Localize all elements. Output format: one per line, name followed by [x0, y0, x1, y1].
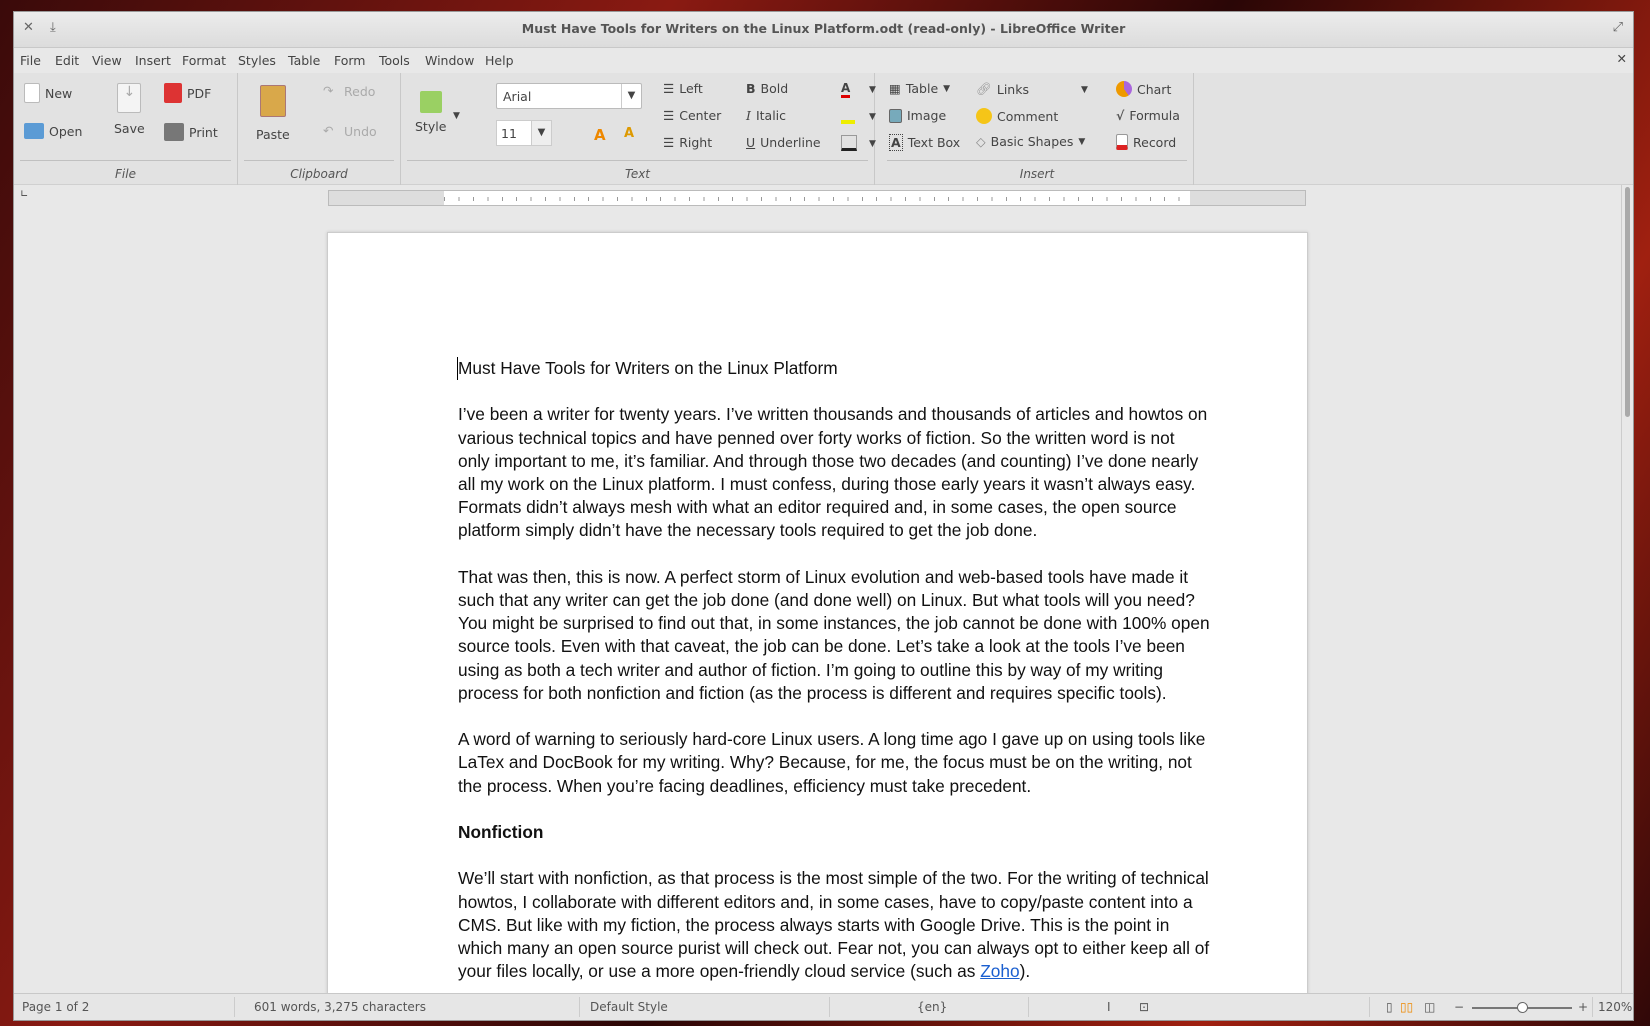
background-color-icon[interactable] [841, 135, 857, 151]
status-bar [14, 993, 1633, 1020]
pdf-icon [164, 83, 182, 103]
menu-edit[interactable]: Edit [55, 53, 80, 68]
redo-button[interactable]: ↷ Redo [323, 83, 376, 99]
tab-stop-icon[interactable]: ∟ [20, 189, 29, 200]
insert-textbox-button[interactable]: A Text Box [891, 135, 961, 150]
paste-button[interactable]: Paste [256, 85, 290, 142]
record-changes-button[interactable]: Record [1116, 134, 1176, 150]
menu-help[interactable]: Help [485, 53, 514, 68]
menu-form[interactable]: Form [334, 53, 366, 68]
menu-view[interactable]: View [92, 53, 122, 68]
zoom-slider-thumb[interactable] [1517, 1002, 1528, 1013]
background-dropdown-icon[interactable]: ▼ [869, 139, 876, 149]
new-document-icon [24, 83, 40, 103]
highlight-dropdown-icon[interactable]: ▼ [869, 112, 876, 122]
menu-window[interactable]: Window [425, 53, 475, 68]
grow-font-icon[interactable]: A [594, 126, 606, 144]
heading-nonfiction: Nonfiction [458, 822, 544, 842]
divider [887, 160, 1187, 161]
multi-page-view-icon[interactable]: ▯▯ [1400, 1000, 1414, 1014]
scrollbar-thumb[interactable] [1625, 187, 1630, 417]
zoom-level[interactable]: 120% [1598, 1000, 1633, 1014]
zoho-link[interactable]: Zoho [980, 961, 1020, 982]
paragraph: That was then, this is now. A perfect storm of Linux evolution and web-based tools have made it such that any writer can get the job done (and done well) on Linux. But what tools will you need? You might be surprised to find out that, in some instances, the job cannot be done with 100% open source tools. Even with that caveat, the job can be done. Let’s take a look at the tools I’ve been using as both a tech writer and author of fiction. I’m going to outline this by way of my writing process for both nonfiction and fiction (as the process is different and requires specific tools). [458, 566, 1210, 703]
menu-bar [14, 48, 1633, 73]
language[interactable]: {en} [917, 1000, 948, 1014]
minimize-icon[interactable]: ⤓ [50, 20, 56, 35]
undo-button[interactable]: ↶ Undo [323, 123, 377, 139]
style-icon [420, 91, 442, 113]
font-color-dropdown-icon[interactable]: ▼ [869, 85, 876, 95]
document-body[interactable] [458, 357, 1210, 993]
book-view-icon[interactable]: ◫ [1424, 1000, 1436, 1014]
divider [20, 160, 231, 161]
menu-table[interactable]: Table [288, 53, 321, 68]
insert-group [881, 73, 1194, 185]
underline-button[interactable]: U Underline [746, 135, 821, 150]
basic-shapes-button[interactable]: ◇ Basic Shapes ▼ [976, 134, 1086, 149]
zoom-in-icon[interactable]: + [1578, 1000, 1589, 1014]
notebookbar [14, 73, 1633, 185]
word-count[interactable]: 601 words, 3,275 characters [254, 1000, 426, 1014]
insert-comment-button[interactable]: Comment [976, 108, 1058, 124]
insert-formula-button[interactable]: √ Formula [1116, 108, 1180, 123]
libreoffice-writer-window [13, 11, 1634, 1021]
document-area [14, 185, 1621, 993]
clipboard-group [238, 73, 401, 185]
right-margin [1190, 191, 1305, 205]
paste-icon [260, 85, 286, 117]
print-button[interactable]: Print [164, 123, 218, 141]
align-right-icon: ☰ [663, 135, 675, 150]
window-title: Must Have Tools for Writers on the Linux Platform.odt (read-only) - LibreOffice Writer [521, 21, 1126, 36]
align-center-icon: ☰ [663, 108, 675, 123]
title-bar [14, 12, 1633, 48]
link-icon: 🔗︎ [976, 81, 992, 96]
horizontal-ruler[interactable] [328, 190, 1306, 206]
highlight-icon[interactable] [841, 108, 855, 124]
insert-group-label: Insert [1019, 167, 1055, 181]
menu-insert[interactable]: Insert [135, 53, 171, 68]
bold-button[interactable]: B Bold [746, 81, 789, 96]
shrink-font-icon[interactable]: A [624, 126, 635, 141]
clipboard-group-label: Clipboard [290, 167, 348, 181]
folder-icon [24, 123, 44, 139]
chevron-down-icon[interactable]: ▼ [943, 83, 951, 94]
menu-file[interactable]: File [20, 53, 41, 68]
vertical-scrollbar[interactable] [1621, 185, 1633, 993]
new-button[interactable]: New [24, 83, 72, 103]
table-icon: ▦ [889, 81, 901, 96]
style-dropdown-icon[interactable]: ▼ [453, 111, 460, 121]
links-dropdown-icon[interactable]: ▼ [1081, 85, 1088, 95]
menu-format[interactable]: Format [182, 53, 227, 68]
paragraph: A word of warning to seriously hard-core Linux users. A long time ago I gave up on using tools like LaTex and DocBook for my writing. Why? Because, for me, the focus must be on the writing, not the process. When you’re facing deadlines, efficiency must take precedent. [458, 729, 1206, 796]
export-pdf-button[interactable]: PDF [164, 83, 211, 103]
image-icon [889, 109, 902, 123]
divider [407, 160, 868, 161]
chevron-down-icon[interactable]: ▼ [621, 84, 641, 108]
save-button[interactable]: ↓ Save [114, 84, 145, 136]
align-right-button[interactable]: ☰ Right [663, 135, 713, 150]
italic-button[interactable]: I Italic [746, 108, 787, 123]
document-title: Must Have Tools for Writers on the Linux Platform [457, 357, 1210, 380]
document-modified-icon[interactable]: ⊡ [1139, 1000, 1150, 1014]
align-left-button[interactable]: ☰ Left [663, 81, 703, 96]
insert-chart-button[interactable]: Chart [1116, 81, 1171, 97]
document-page[interactable] [327, 232, 1308, 993]
save-icon: ↓ [117, 83, 141, 113]
bold-icon: B [746, 81, 756, 96]
textbox-icon: A [891, 135, 901, 150]
insert-links-button[interactable]: 🔗︎ Links [976, 81, 1029, 97]
close-document-icon[interactable]: ✕ [1616, 51, 1627, 66]
close-window-icon[interactable]: ✕ [23, 20, 34, 35]
paragraph: We’ll start with nonfiction, as that process is the most simple of the two. For the writing of technical howtos, I collaborate with different editors and, in some cases, have to copy/paste content into a CMS. But like with my fiction, the process always starts with Google Drive. This is the point in which many an open source purist will check out. Fear not, you can always opt to either keep all of your files locally, or use a more open-friendly cloud service (such as Zoho). [458, 868, 1210, 982]
single-page-view-icon[interactable]: ▯ [1386, 1000, 1393, 1014]
chevron-down-icon[interactable]: ▼ [1078, 136, 1086, 147]
diamond-icon: ◇ [976, 134, 986, 149]
record-icon [1116, 134, 1128, 150]
chart-icon [1116, 81, 1132, 97]
align-center-button[interactable]: ☰ Center [663, 108, 722, 123]
text-group-label: Text [624, 167, 651, 181]
paragraph: I’ve been a writer for twenty years. I’ve written thousands and thousands of articles and howtos on various technical topics and have penned over forty works of fiction. So the written word is not only important to me, it’s familiar. And through those two decades (and counting) I’ve done nearly all my work on the Linux platform. I must confess, during those early years it wasn’t always easy. Formats didn’t always mesh with what an editor required and, in some cases, the open source platform simply didn’t have the necessary tools required to get the job done. [458, 404, 1208, 541]
text-group [401, 73, 875, 185]
font-size-combobox[interactable]: 11 ▼ [496, 120, 552, 146]
italic-icon: I [746, 108, 751, 123]
style-button[interactable]: Style [415, 91, 446, 134]
insert-table-button[interactable]: ▦ Table ▼ [889, 81, 951, 96]
left-margin [329, 191, 444, 205]
menu-tools[interactable]: Tools [379, 53, 410, 68]
underline-icon: U [746, 135, 756, 150]
maximize-icon[interactable]: ⤢ [1612, 20, 1623, 35]
zoom-slider[interactable] [1472, 1007, 1572, 1009]
file-group-label: File [115, 167, 136, 181]
menu-styles[interactable]: Styles [238, 53, 276, 68]
file-group [14, 73, 238, 185]
insert-mode-icon[interactable]: I [1107, 1000, 1111, 1014]
font-name-combobox[interactable]: Arial ▼ [496, 83, 642, 109]
chevron-down-icon[interactable]: ▼ [531, 121, 551, 145]
undo-icon: ↶ [323, 123, 334, 138]
comment-icon [976, 108, 992, 124]
divider [244, 160, 394, 161]
formula-icon: √ [1116, 108, 1125, 123]
redo-icon: ↷ [323, 83, 334, 98]
open-button[interactable]: Open [24, 123, 82, 139]
page-count[interactable]: Page 1 of 2 [22, 1000, 90, 1014]
printer-icon [164, 123, 184, 141]
align-left-icon: ☰ [663, 81, 675, 96]
insert-image-button[interactable]: Image [889, 108, 946, 123]
font-color-icon[interactable]: A [841, 81, 850, 98]
page-style[interactable]: Default Style [590, 1000, 668, 1014]
zoom-out-icon[interactable]: − [1454, 1000, 1465, 1014]
